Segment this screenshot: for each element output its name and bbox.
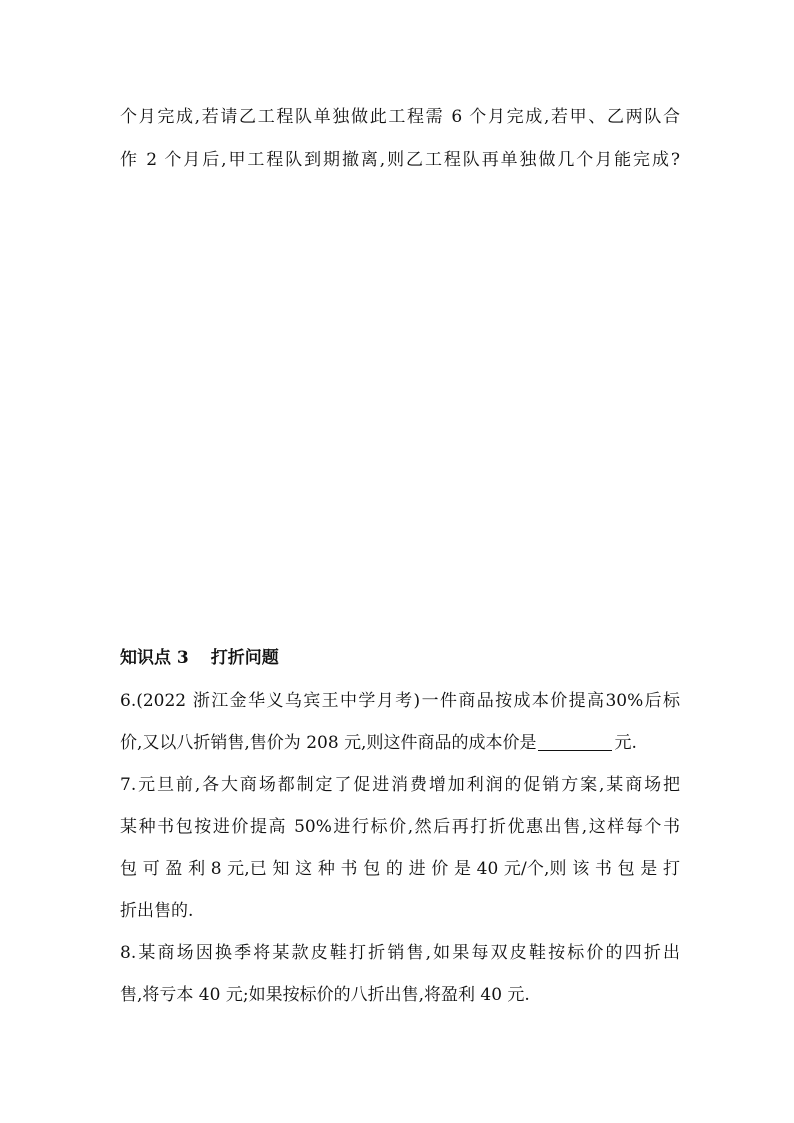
question-8-line-1: 8.某商场因换季将某款皮鞋打折销售,如果每双皮鞋按标价的四折出 (120, 943, 680, 963)
question-7-line-4: 折出售的. (120, 901, 194, 921)
answer-blank[interactable] (538, 732, 612, 751)
question-6-line-1: 6.(2022 浙江金华义乌宾王中学月考)一件商品按成本价提高30%后标 (120, 691, 680, 711)
question-6-unit: 元. (614, 733, 637, 753)
section-title: 打折问题 (210, 648, 279, 668)
section-number: 知识点 3 (120, 648, 189, 668)
question-7-line-1: 7.元旦前,各大商场都制定了促进消费增加利润的促销方案,某商场把 (120, 775, 680, 795)
question-6-text: 价,又以八折销售,售价为 208 元,则这件商品的成本价是 (120, 733, 537, 753)
prev-problem-line-1: 个月完成,若请乙工程队单独做此工程需 6 个月完成,若甲、乙两队合 (120, 107, 680, 127)
question-7-line-2: 某种书包按进价提高 50%进行标价,然后再打折优惠出售,这样每个书 (120, 817, 680, 837)
prev-problem-line-2: 作 2 个月后,甲工程队到期撤离,则乙工程队再单独做几个月能完成? (120, 150, 680, 170)
section-heading (120, 646, 680, 670)
question-7-line-3: 包 可 盈 利 8 元,已 知 这 种 书 包 的 进 价 是 40 元/个,则 该 书 包 是 打 (120, 859, 680, 879)
question-6-line-2 (120, 731, 680, 755)
question-8-line-2: 售,将亏本 40 元;如果按标价的八折出售,将盈利 40 元. (120, 985, 530, 1005)
